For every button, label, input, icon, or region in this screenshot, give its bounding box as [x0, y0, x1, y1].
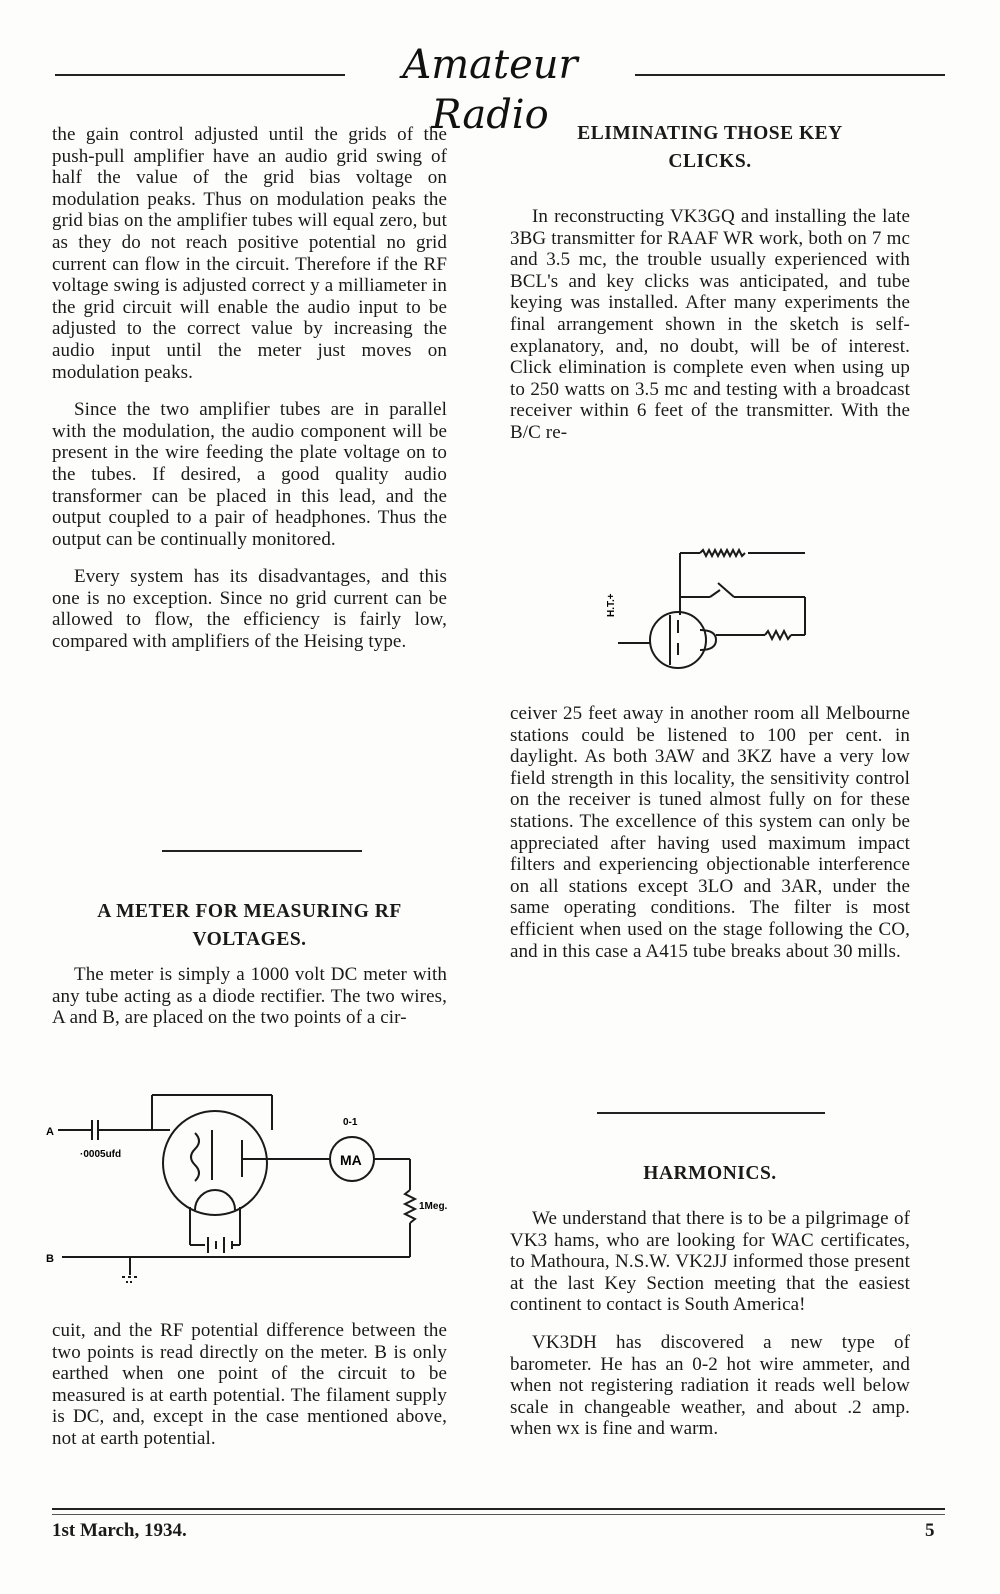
diagram-label-capacitor: ·0005ufd — [80, 1149, 122, 1160]
section-divider — [162, 850, 362, 852]
footer-rule — [52, 1508, 945, 1510]
key-click-filter-diagram — [600, 535, 825, 685]
diagram-label-meter: MA — [340, 1152, 362, 1168]
masthead-rule-right — [635, 74, 945, 76]
masthead — [55, 40, 945, 138]
paragraph: The meter is simply a 1000 volt DC meter with any tube acting as a diode rectifier. The two wires, A and B, are placed on the two points of a cir- — [52, 964, 447, 1029]
section-heading: HARMONICS. — [643, 1163, 777, 1184]
paragraph: ceiver 25 feet away in another room all Melbourne stations could be listened to 100 per cent. in daylight. As both 3AW and 3KZ have a very low field strength in this locality, the sensitivity control on the receiver is tuned almost fully on for these stations. The excellence of this system can only be appreciated after having used maximum impact filters and experiencing objectionable interference on all stations except 3LO and 3AR, under the same operating conditions. The filter is most efficient when used on the stage following the CO, and in this case a A415 tube breaks about 30 mills. — [510, 703, 910, 962]
diagram-label-resistor: 1Meg. — [419, 1201, 448, 1212]
footer-rule-thin — [52, 1514, 945, 1515]
left-column-meter — [52, 898, 447, 1029]
diagram-label-ht: H.T.+ — [606, 593, 617, 617]
left-column-bottom — [52, 1320, 447, 1450]
issue-date: 1st March, 1934. — [52, 1520, 187, 1541]
section-heading: A METER FOR MEASURING RF VOLTAGES. — [97, 901, 402, 950]
page-number: 5 — [925, 1520, 935, 1541]
masthead-title: Amateur Radio — [402, 42, 578, 138]
paragraph: VK3DH has discovered a new type of barometer. He has an 0-2 hot wire ammeter, and when not registering radiation it reads well below scale in changeable weather, and about .2 amp. when wx is fine and warm. — [510, 1331, 910, 1440]
paragraph: In reconstructing VK3GQ and installing the late 3BG transmitter for RAAF WR work, both on 7 mc and 3.5 mc, the trouble usually experienced with BCL's and key clicks was anticipated, and tube keying was installed. After many experiments the final arrangement shown in the sketch is self-explanatory, and, no doubt, will be of interest. Click elimination is complete even when using up to 250 watts on 3.5 mc and testing with a broadcast receiver within 6 feet of the transmitter. With the B/C re- — [510, 206, 910, 443]
right-column-middle — [510, 703, 910, 962]
meter-circuit-diagram — [40, 1085, 470, 1295]
paragraph: Since the two amplifier tubes are in parallel with the modulation, the audio component will be present in the wire feeding the plate voltage on to the tubes. If desired, a good quality audio transformer can be placed in this lead, and the output coupled to a pair of headphones. Thus the output can be continually monitored. — [52, 399, 447, 550]
paragraph: cuit, and the RF potential difference between the two points is read directly on the meter. B is only earthed when one point of the circuit to be measured is at earth potential. The filament supply is DC, and, except in the case mentioned above, not at earth potential. — [52, 1320, 447, 1449]
paragraph: the gain control adjusted until the grids of the push-pull amplifier have an audio grid swing of half the value of the grid bias voltage on modulation peaks. Thus on modulation peaks the grid bias on the amplifier tubes will equal zero, but as they do not reach positive potential no grid current can flow in the circuit. Therefore if the RF voltage swing is adjusted correct y a milliameter in the grid circuit will enable the audio input to be adjusted to the correct value by increasing the audio input until the meter just moves on modulation peaks. — [52, 124, 447, 383]
diagram-label-a: A — [46, 1126, 54, 1138]
section-heading: ELIMINATING THOSE KEY CLICKS. — [577, 123, 843, 172]
diagram-label-meter-range: 0-1 — [343, 1117, 358, 1128]
right-column-bottom — [510, 1160, 910, 1440]
section-divider — [597, 1112, 825, 1114]
paragraph: We understand that there is to be a pilgrimage of VK3 hams, who are looking for WAC certificates, to Mathoura, N.S.W. VK2JJ informed those present at the last Key Section meeting that the easiest continent to contact is South America! — [510, 1208, 910, 1316]
right-column-top — [510, 120, 910, 444]
diagram-label-b: B — [46, 1253, 54, 1265]
masthead-rule-left — [55, 74, 345, 76]
left-column-top — [52, 124, 447, 653]
paragraph: Every system has its disadvantages, and this one is no exception. Since no grid current can be allowed to flow, the efficiency is fairly low, compared with amplifiers of the Heising type. — [52, 566, 447, 653]
